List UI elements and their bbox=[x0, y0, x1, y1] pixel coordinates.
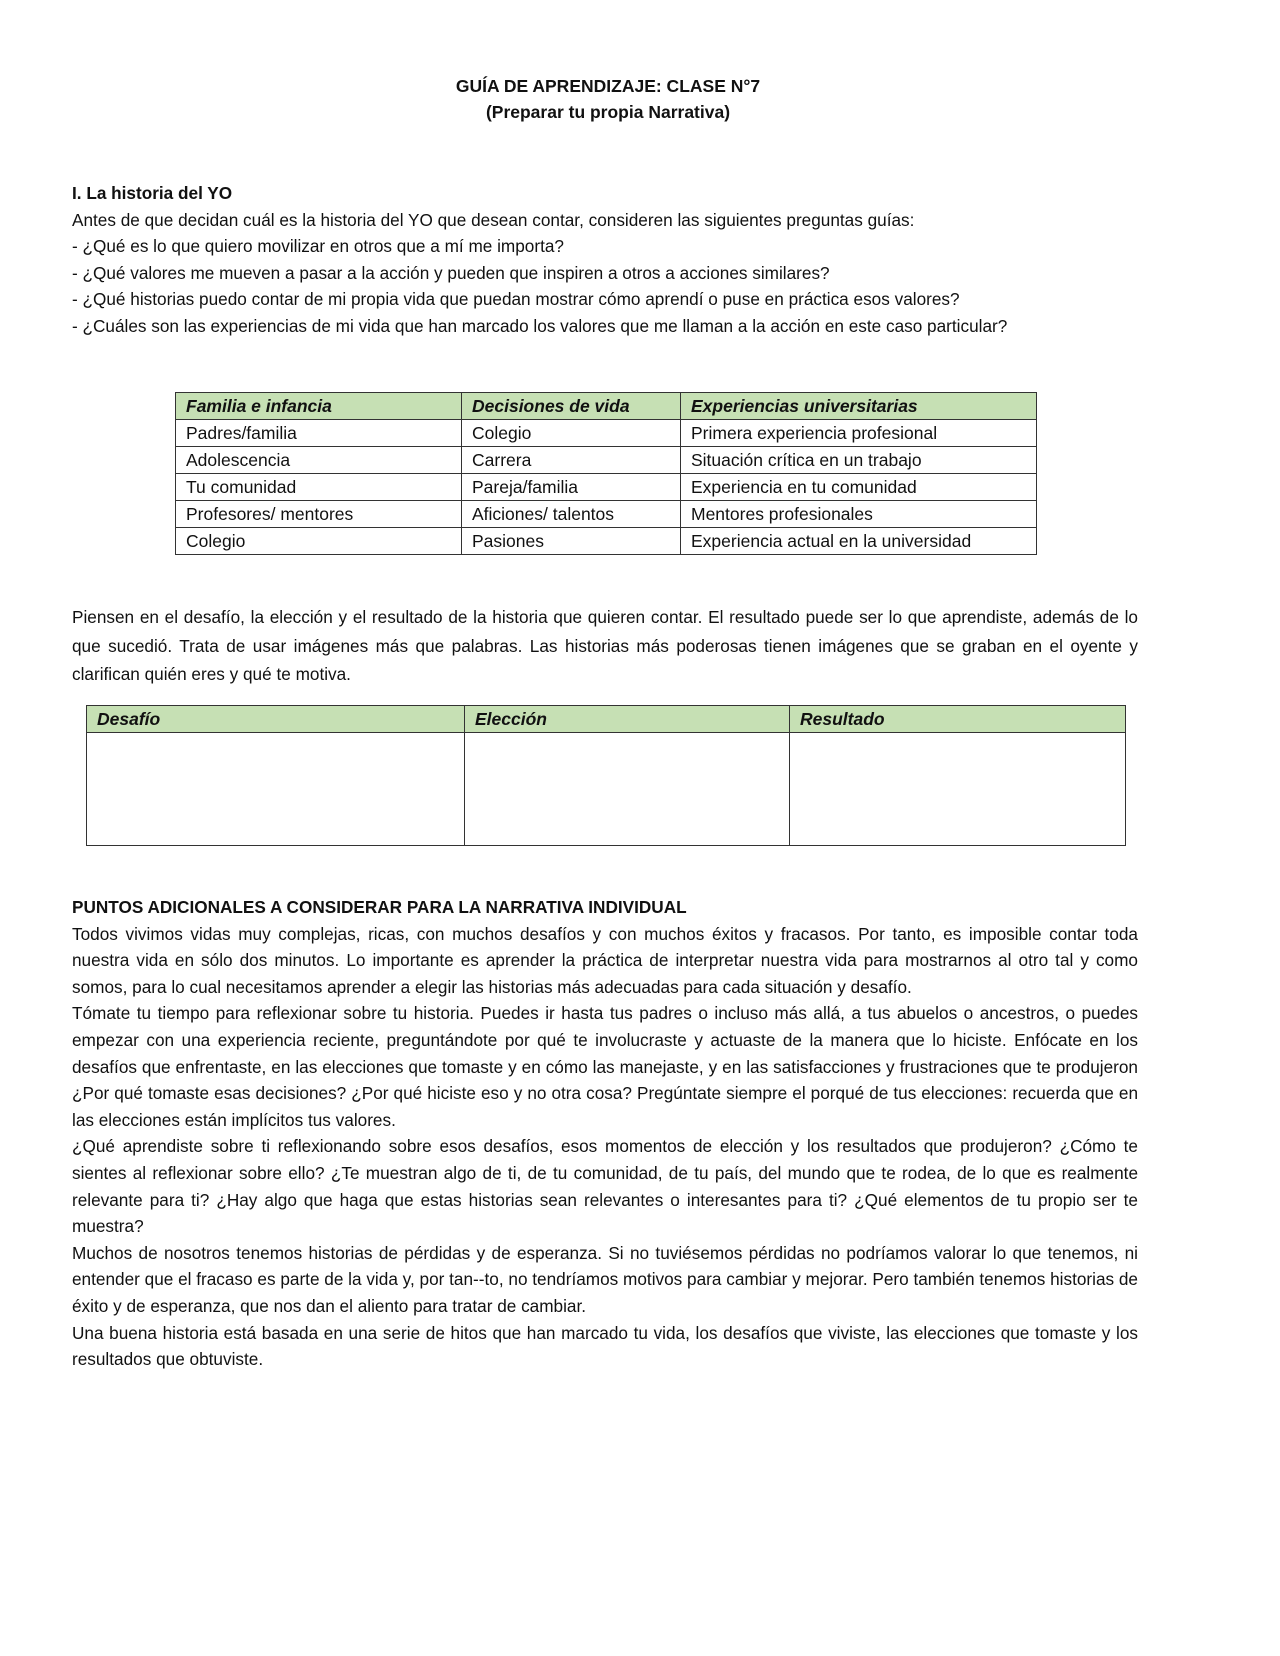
table-row bbox=[87, 733, 1126, 846]
table-header-row bbox=[87, 706, 1126, 733]
column-header: Decisiones de vida bbox=[462, 393, 681, 420]
column-header: Familia e infancia bbox=[176, 393, 462, 420]
table-cell: Padres/familia bbox=[176, 420, 462, 447]
table-cell: Pareja/familia bbox=[462, 474, 681, 501]
table-cell: Colegio bbox=[462, 420, 681, 447]
column-header: Desafío bbox=[87, 706, 465, 733]
table-row bbox=[176, 474, 1037, 501]
table-row bbox=[176, 501, 1037, 528]
document-subtitle: (Preparar tu propia Narrativa) bbox=[485, 102, 731, 122]
table-cell: Situación crítica en un trabajo bbox=[681, 447, 1037, 474]
table-cell: Carrera bbox=[462, 447, 681, 474]
section-heading: PUNTOS ADICIONALES A CONSIDERAR PARA LA NARRATIVA INDIVIDUAL bbox=[72, 897, 687, 917]
section-la-historia-del-yo bbox=[72, 180, 1138, 340]
table-cell: Experiencia actual en la universidad bbox=[681, 528, 1037, 555]
eleccion-cell[interactable] bbox=[465, 733, 790, 846]
table-cell: Pasiones bbox=[462, 528, 681, 555]
paragraph: ¿Qué aprendiste sobre ti reflexionando sobre esos desafíos, esos momentos de elección y los resultados que produjeron? ¿Cómo te sientes al reflexionar sobre ello? ¿Te muestran algo de ti, de tu comunidad, de tu país, del mundo que te rodea, de lo que es realmente relevante para ti? ¿Hay algo que haga que estas historias sean relevantes o interesantes para ti? ¿Qué elementos de tu propio ser te muestra? bbox=[72, 1136, 1138, 1237]
paragraph: Todos vivimos vidas muy complejas, ricas, con muchos desafíos y con muchos éxitos y fracasos. Por tanto, es imposible contar toda nuestra vida en sólo dos minutos. Lo importante es aprender la práctica de interpretar nuestra vida para mostrarnos al otro tal y como somos, para lo cual necesitamos aprender a elegir las historias más adecuadas para cada situación y desafío. bbox=[72, 923, 1138, 997]
table-cell: Primera experiencia profesional bbox=[681, 420, 1037, 447]
guide-question: - ¿Qué es lo que quiero movilizar en otros que a mí me importa? bbox=[72, 236, 564, 257]
guide-question: - ¿Qué historias puedo contar de mi propia vida que puedan mostrar cómo aprendí o puse en práctica esos valores? bbox=[72, 289, 960, 310]
story-instructions: Piensen en el desafío, la elección y el resultado de la historia que quieren contar. El resultado puede ser lo que aprendiste, además de lo que sucedió. Trata de usar imágenes más que palabras. Las historias más poderosas tienen imágenes que se graban en el oyente y clarifican quién eres y qué te motiva. bbox=[72, 607, 1138, 684]
table-row bbox=[176, 447, 1037, 474]
section-heading: I. La historia del YO bbox=[72, 183, 233, 203]
section-intro: Antes de que decidan cuál es la historia del YO que desean contar, consideren las siguientes preguntas guías: bbox=[72, 209, 915, 230]
column-header: Resultado bbox=[790, 706, 1126, 733]
life-areas-table bbox=[175, 392, 1037, 555]
table-cell: Colegio bbox=[176, 528, 462, 555]
table-cell: Tu comunidad bbox=[176, 474, 462, 501]
guide-question: - ¿Qué valores me mueven a pasar a la acción y pueden que inspiren a otros a acciones similares? bbox=[72, 262, 830, 283]
table-cell: Experiencia en tu comunidad bbox=[681, 474, 1037, 501]
guide-question: - ¿Cuáles son las experiencias de mi vida que han marcado los valores que me llaman a la acción en este caso particular? bbox=[72, 315, 1008, 336]
paragraph: Una buena historia está basada en una serie de hitos que han marcado tu vida, los desafíos que viviste, las elecciones que tomaste y los resultados que obtuviste. bbox=[72, 1322, 1138, 1370]
column-header: Elección bbox=[465, 706, 790, 733]
table-cell: Adolescencia bbox=[176, 447, 462, 474]
table-header-row bbox=[176, 393, 1037, 420]
paragraph: Tómate tu tiempo para reflexionar sobre tu historia. Puedes ir hasta tus padres o incluso más allá, a tus abuelos o ancestros, o puedes empezar con una experiencia reciente, preguntándote por qué te involucraste y actuaste de la manera que lo hiciste. Enfócate en los desafíos que enfrentaste, en las elecciones que tomaste y en cómo las manejaste, y en las satisfacciones y frustraciones que te produjeron ¿Por qué tomaste esas decisiones? ¿Por qué hiciste eso y no otra cosa? Pregúntate siempre el porqué de tus elecciones: recuerda que en las elecciones están implícitos tus valores. bbox=[72, 1003, 1138, 1130]
challenge-choice-outcome-table bbox=[86, 705, 1126, 846]
resultado-cell[interactable] bbox=[790, 733, 1126, 846]
table-row bbox=[176, 420, 1037, 447]
section-puntos-adicionales bbox=[72, 894, 1138, 1373]
table-cell: Mentores profesionales bbox=[681, 501, 1037, 528]
table-cell: Aficiones/ talentos bbox=[462, 501, 681, 528]
table-cell: Profesores/ mentores bbox=[176, 501, 462, 528]
document-title: GUÍA DE APRENDIZAJE: CLASE N°7 bbox=[455, 76, 761, 96]
table-row bbox=[176, 528, 1037, 555]
column-header: Experiencias universitarias bbox=[681, 393, 1037, 420]
paragraph: Muchos de nosotros tenemos historias de pérdidas y de esperanza. Si no tuviésemos pérdidas no podríamos valorar lo que tenemos, ni entender que el fracaso es parte de la vida y, por tan--to, no tendríamos motivos para cambiar y mejorar. Pero también tenemos historias de éxito y de esperanza, que nos dan el aliento para tratar de cambiar. bbox=[72, 1242, 1138, 1316]
desafio-cell[interactable] bbox=[87, 733, 465, 846]
